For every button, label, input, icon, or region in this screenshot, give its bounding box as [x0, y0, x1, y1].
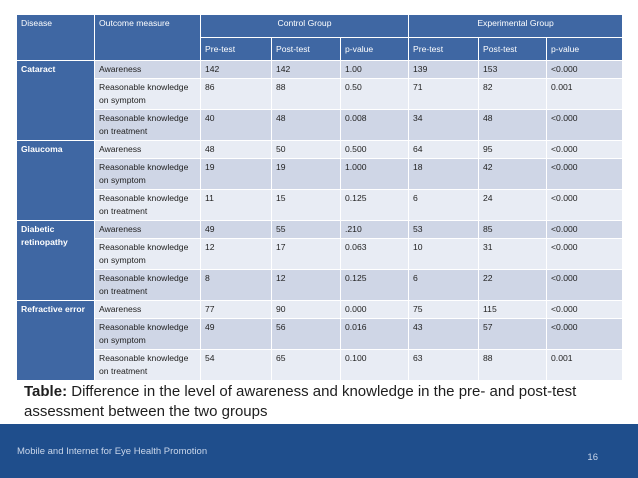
cell-control-p-value: 1.000	[341, 159, 409, 190]
table-row	[17, 110, 623, 141]
cell-experimental-pre-test: 64	[409, 141, 479, 159]
table-row	[17, 270, 623, 301]
caption-label: Table:	[24, 383, 68, 400]
cell-outcome-measure: Awareness	[95, 301, 201, 319]
cell-experimental-pre-test: 63	[409, 350, 479, 381]
cell-disease: Refractive error	[17, 301, 95, 381]
header-control-post-test: Post-test	[272, 38, 341, 61]
cell-control-p-value: 0.125	[341, 270, 409, 301]
cell-experimental-pre-test: 75	[409, 301, 479, 319]
cell-experimental-p-value: <0.000	[547, 110, 623, 141]
cell-control-p-value: .210	[341, 221, 409, 239]
table-row	[17, 239, 623, 270]
cell-experimental-post-test: 153	[479, 61, 547, 79]
cell-control-p-value: 0.008	[341, 110, 409, 141]
cell-outcome-measure: Reasonable knowledge on symptom	[95, 319, 201, 350]
cell-experimental-pre-test: 6	[409, 190, 479, 221]
cell-outcome-measure: Awareness	[95, 221, 201, 239]
cell-experimental-p-value: <0.000	[547, 319, 623, 350]
cell-control-p-value: 0.016	[341, 319, 409, 350]
cell-outcome-measure: Reasonable knowledge on treatment	[95, 270, 201, 301]
header-experimental-group: Experimental Group	[409, 15, 623, 38]
cell-experimental-p-value: <0.000	[547, 61, 623, 79]
cell-experimental-p-value: 0.001	[547, 79, 623, 110]
cell-control-post-test: 19	[272, 159, 341, 190]
cell-experimental-post-test: 31	[479, 239, 547, 270]
cell-control-pre-test: 49	[201, 319, 272, 350]
cell-control-post-test: 55	[272, 221, 341, 239]
cell-experimental-pre-test: 139	[409, 61, 479, 79]
cell-control-pre-test: 142	[201, 61, 272, 79]
cell-experimental-post-test: 115	[479, 301, 547, 319]
table-row	[17, 221, 623, 239]
header-control-p-value: p-value	[341, 38, 409, 61]
cell-experimental-post-test: 22	[479, 270, 547, 301]
cell-experimental-post-test: 88	[479, 350, 547, 381]
header-experimental-post-test: Post-test	[479, 38, 547, 61]
cell-disease: Diabetic retinopathy	[17, 221, 95, 301]
cell-control-post-test: 17	[272, 239, 341, 270]
cell-control-pre-test: 86	[201, 79, 272, 110]
cell-control-post-test: 142	[272, 61, 341, 79]
results-table-container	[16, 14, 622, 381]
table-row	[17, 350, 623, 381]
cell-outcome-measure: Reasonable knowledge on symptom	[95, 79, 201, 110]
cell-experimental-post-test: 85	[479, 221, 547, 239]
cell-control-post-test: 12	[272, 270, 341, 301]
cell-outcome-measure: Reasonable knowledge on treatment	[95, 110, 201, 141]
cell-control-post-test: 56	[272, 319, 341, 350]
table-row	[17, 61, 623, 79]
cell-disease: Cataract	[17, 61, 95, 141]
cell-experimental-post-test: 95	[479, 141, 547, 159]
cell-control-post-test: 90	[272, 301, 341, 319]
cell-experimental-p-value: <0.000	[547, 190, 623, 221]
header-disease: Disease	[17, 15, 95, 61]
cell-control-p-value: 0.50	[341, 79, 409, 110]
cell-outcome-measure: Awareness	[95, 61, 201, 79]
cell-experimental-p-value: <0.000	[547, 239, 623, 270]
cell-experimental-p-value: <0.000	[547, 159, 623, 190]
header-experimental-pre-test: Pre-test	[409, 38, 479, 61]
cell-experimental-p-value: <0.000	[547, 301, 623, 319]
table-caption	[24, 382, 614, 422]
cell-control-p-value: 0.100	[341, 350, 409, 381]
cell-control-p-value: 0.125	[341, 190, 409, 221]
cell-experimental-post-test: 42	[479, 159, 547, 190]
cell-control-p-value: 0.000	[341, 301, 409, 319]
cell-control-post-test: 88	[272, 79, 341, 110]
cell-disease: Glaucoma	[17, 141, 95, 221]
cell-control-pre-test: 48	[201, 141, 272, 159]
cell-control-post-test: 50	[272, 141, 341, 159]
cell-control-p-value: 0.500	[341, 141, 409, 159]
cell-control-pre-test: 77	[201, 301, 272, 319]
table-row	[17, 319, 623, 350]
cell-experimental-pre-test: 53	[409, 221, 479, 239]
table-row	[17, 79, 623, 110]
cell-experimental-post-test: 48	[479, 110, 547, 141]
cell-outcome-measure: Reasonable knowledge on symptom	[95, 239, 201, 270]
cell-control-pre-test: 54	[201, 350, 272, 381]
table-row	[17, 190, 623, 221]
slide-footer	[0, 424, 638, 478]
cell-control-pre-test: 11	[201, 190, 272, 221]
header-control-group: Control Group	[201, 15, 409, 38]
cell-outcome-measure: Reasonable knowledge on symptom	[95, 159, 201, 190]
cell-outcome-measure: Reasonable knowledge on treatment	[95, 350, 201, 381]
cell-control-pre-test: 12	[201, 239, 272, 270]
cell-experimental-post-test: 57	[479, 319, 547, 350]
table-body	[17, 61, 623, 381]
cell-experimental-post-test: 24	[479, 190, 547, 221]
caption-text: Difference in the level of awareness and knowledge in the pre- and post-test assessment between the two groups	[24, 383, 577, 420]
cell-control-post-test: 15	[272, 190, 341, 221]
header-control-pre-test: Pre-test	[201, 38, 272, 61]
cell-control-post-test: 48	[272, 110, 341, 141]
cell-control-pre-test: 8	[201, 270, 272, 301]
cell-experimental-pre-test: 71	[409, 79, 479, 110]
cell-experimental-p-value: <0.000	[547, 270, 623, 301]
page-number: 16	[587, 452, 598, 463]
cell-control-post-test: 65	[272, 350, 341, 381]
cell-experimental-p-value: 0.001	[547, 350, 623, 381]
table-row	[17, 159, 623, 190]
footer-title: Mobile and Internet for Eye Health Promotion	[17, 446, 208, 457]
cell-experimental-pre-test: 10	[409, 239, 479, 270]
cell-experimental-post-test: 82	[479, 79, 547, 110]
cell-outcome-measure: Reasonable knowledge on treatment	[95, 190, 201, 221]
cell-experimental-p-value: <0.000	[547, 221, 623, 239]
header-outcome-measure: Outcome measure	[95, 15, 201, 61]
results-table	[16, 14, 623, 381]
table-row	[17, 141, 623, 159]
cell-control-pre-test: 40	[201, 110, 272, 141]
cell-control-pre-test: 49	[201, 221, 272, 239]
cell-control-pre-test: 19	[201, 159, 272, 190]
cell-experimental-pre-test: 43	[409, 319, 479, 350]
cell-control-p-value: 0.063	[341, 239, 409, 270]
cell-experimental-pre-test: 34	[409, 110, 479, 141]
header-experimental-p-value: p-value	[547, 38, 623, 61]
table-row	[17, 301, 623, 319]
cell-control-p-value: 1.00	[341, 61, 409, 79]
cell-experimental-pre-test: 18	[409, 159, 479, 190]
cell-experimental-p-value: <0.000	[547, 141, 623, 159]
cell-experimental-pre-test: 6	[409, 270, 479, 301]
cell-outcome-measure: Awareness	[95, 141, 201, 159]
